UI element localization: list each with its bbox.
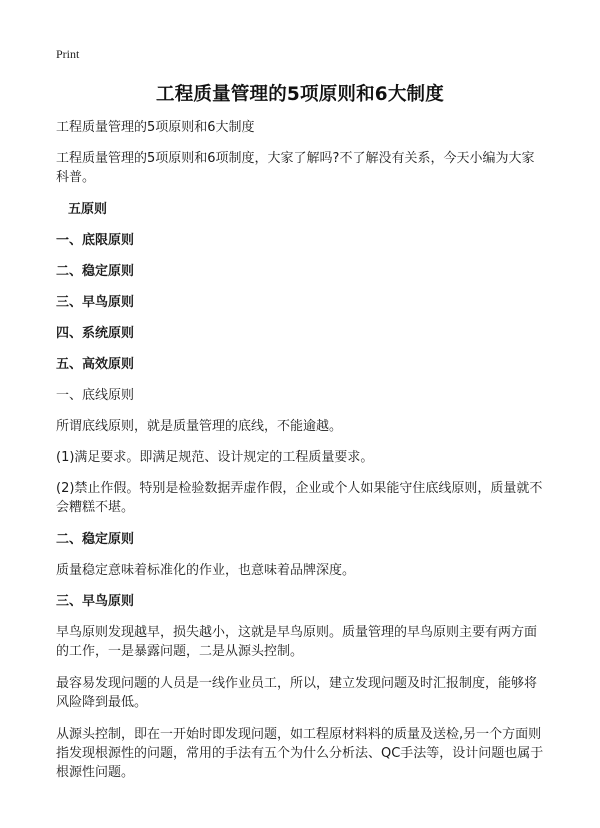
principle-heading-1: 一、底限原则 (56, 233, 135, 248)
early-bird-paragraph: 早鸟原则发现越早，损失越小，这就是早鸟原则。质量管理的早鸟原则主要有两方面的工作，一是暴露问题，二是从源头控制。 (56, 625, 538, 659)
bottom-line-heading: 一、底线原则 (56, 388, 135, 403)
document-title: 工程质量管理的5项原则和6大制度 (156, 84, 444, 105)
early-bird-heading: 三、早鸟原则 (56, 594, 135, 609)
frontline-paragraph: 最容易发现问题的人员是一线作业员工，所以，建立发现问题及时汇报制度，能够将风险降到最低。 (56, 676, 538, 710)
stability-paragraph: 质量稳定意味着标准化的作业，也意味着品牌深度。 (56, 563, 356, 578)
principle-heading-4: 四、系统原则 (56, 326, 135, 341)
intro-paragraph: 工程质量管理的5项原则和6项制度，大家了解吗?不了解没有关系，今天小编为大家科普。 (56, 151, 535, 185)
bottom-line-paragraph: 所谓底线原则，就是质量管理的底线，不能逾越。 (56, 419, 343, 434)
source-control-paragraph: 从源头控制，即在一开始时即发现问题，如工程原材料料的质量及送检,另一个方面则指发现根源性的问题，常用的手法有五个为什么分析法、QC手法等，设计问题也属于根源性问题。 (56, 727, 544, 780)
principle-heading-5: 五、高效原则 (56, 357, 135, 372)
principle-heading-2: 二、稳定原则 (56, 264, 135, 279)
requirement-item-2: (2)禁止作假。特别是检验数据弄虚作假，企业或个人如果能守住底线原则，质量就不会糟糕不堪。 (56, 481, 543, 515)
print-label: Print (56, 47, 80, 61)
stability-heading: 二、稳定原则 (56, 532, 135, 547)
principle-heading-3: 三、早鸟原则 (56, 295, 135, 310)
subtitle-paragraph: 工程质量管理的5项原则和6大制度 (56, 120, 255, 135)
section-heading-principles: 五原则 (68, 202, 108, 217)
requirement-item-1: (1)满足要求。即满足规范、设计规定的工程质量要求。 (56, 450, 374, 465)
